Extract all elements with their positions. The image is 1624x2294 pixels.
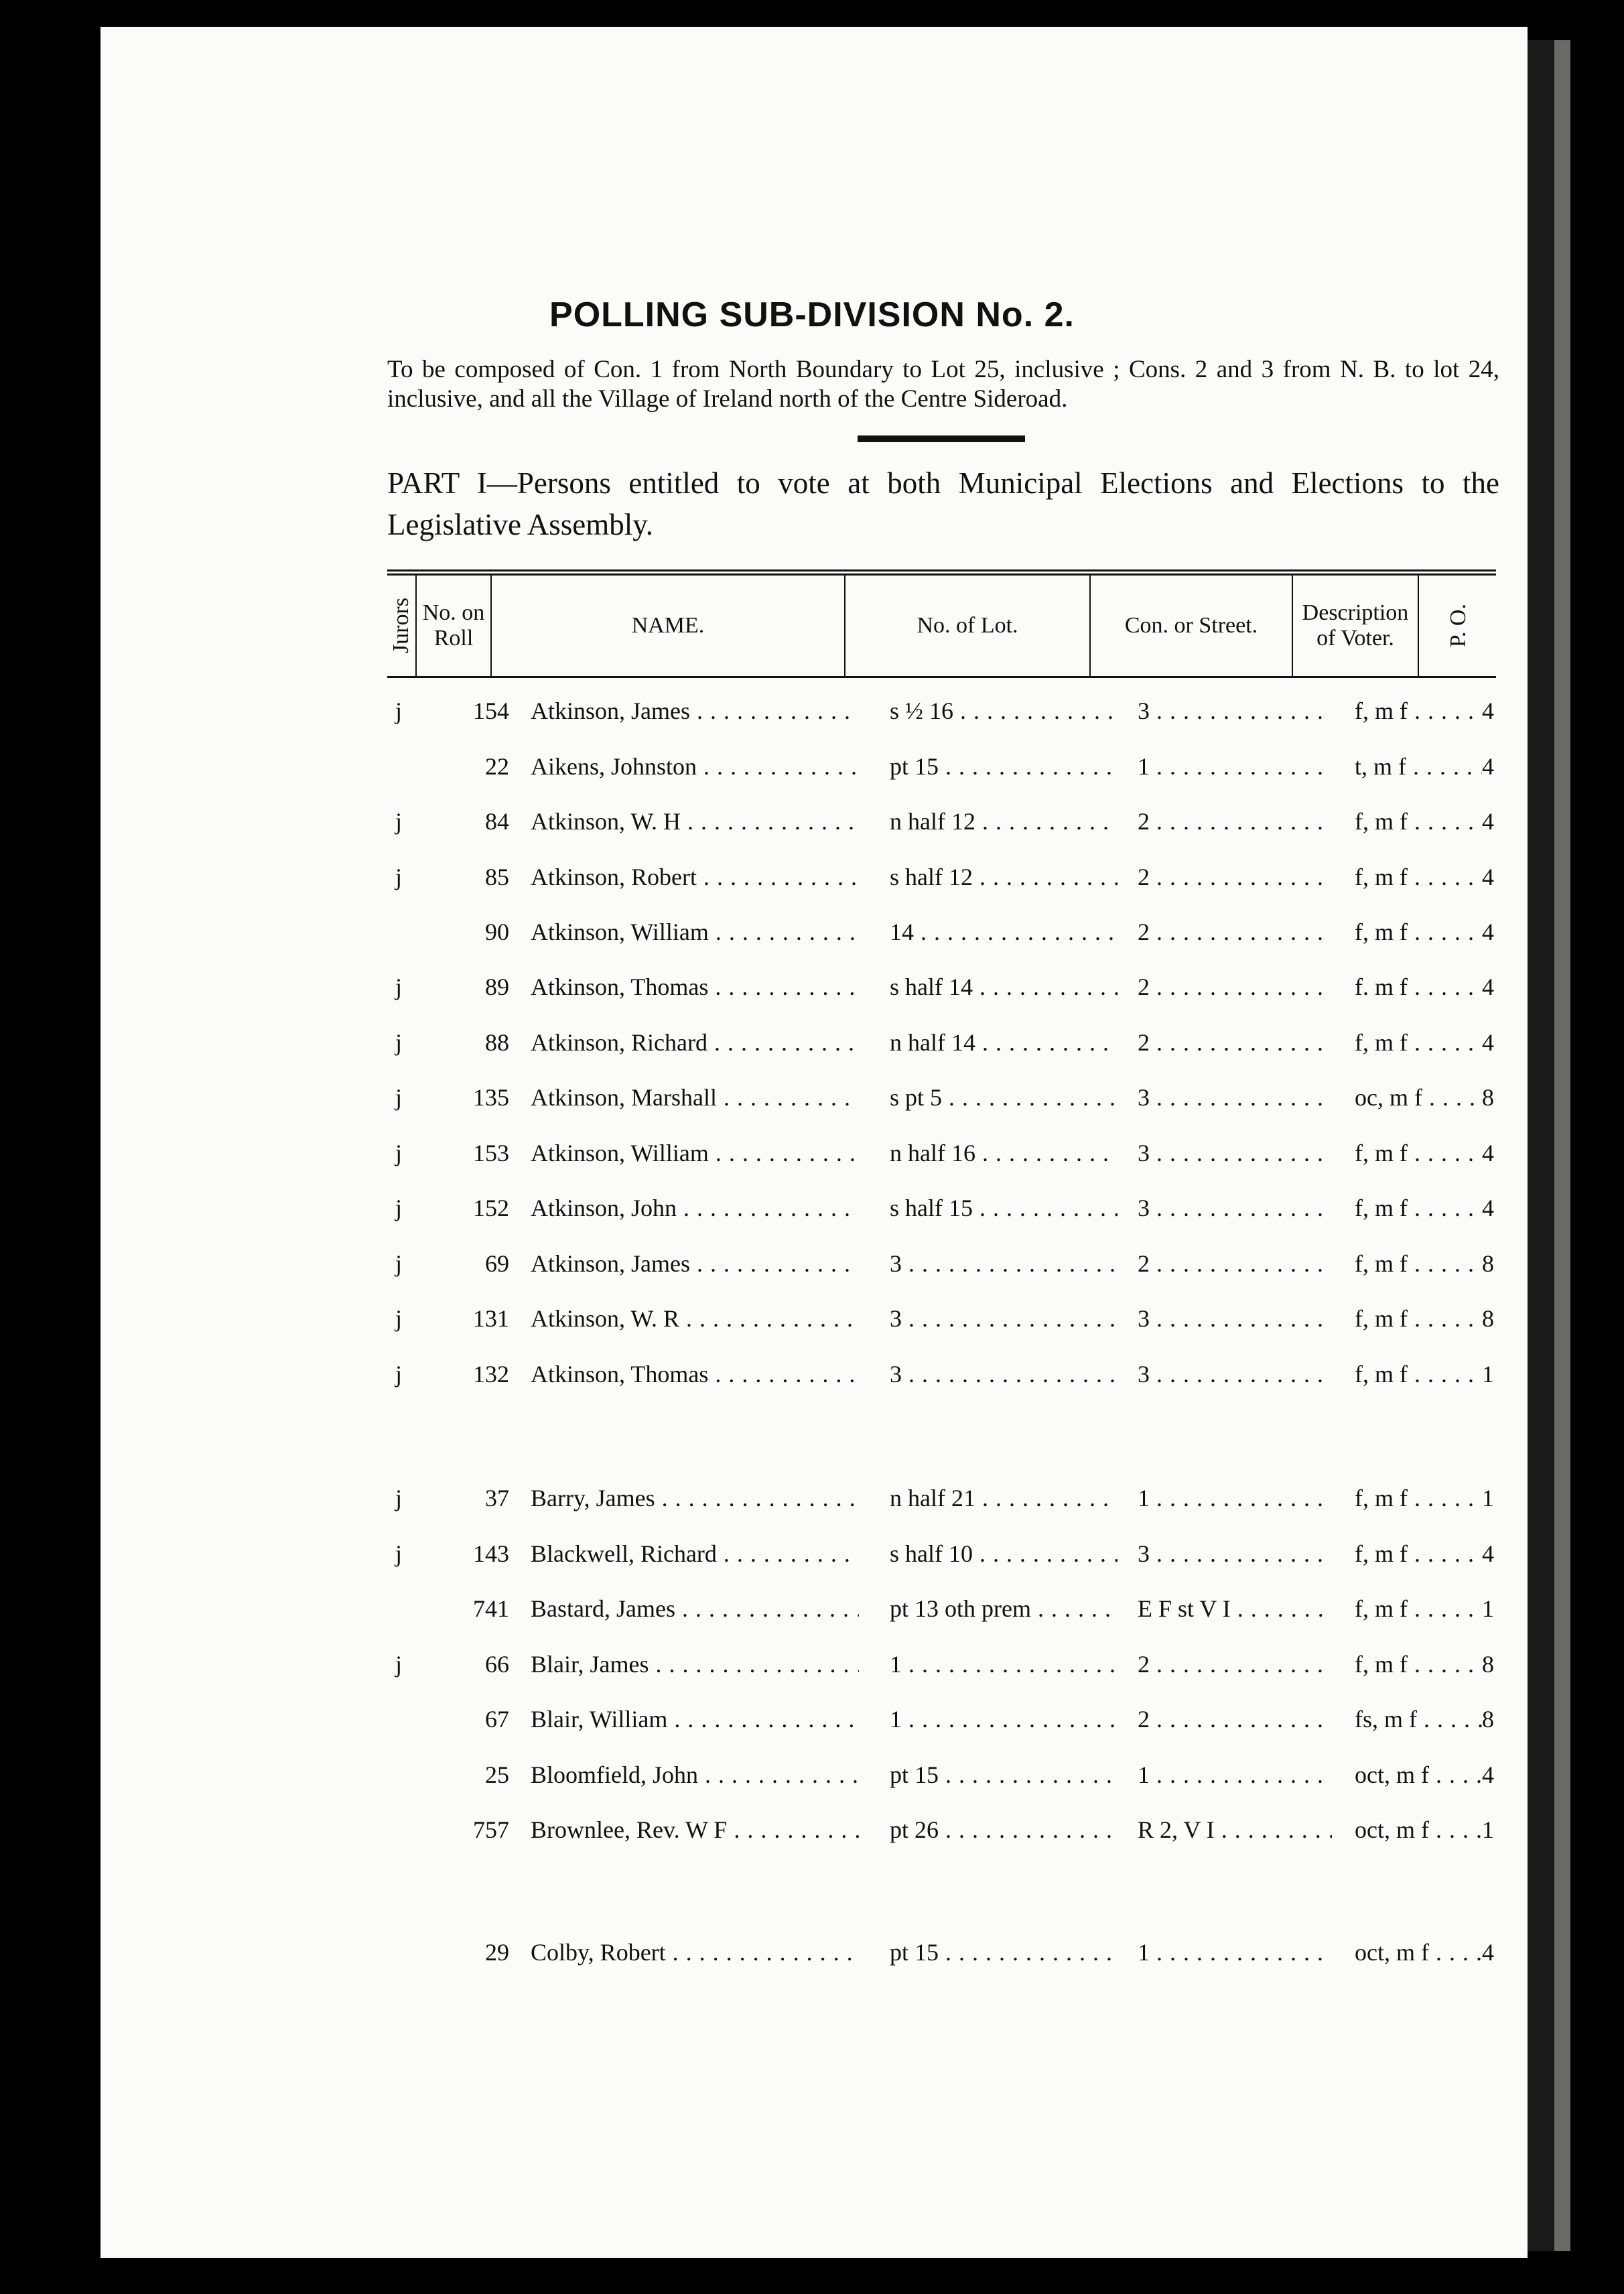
table-row	[0, 1816, 1624, 1856]
post-office: 4	[1482, 1140, 1494, 1166]
juror-mark: j	[395, 697, 403, 724]
voter-name: Atkinson, William . . .	[531, 1139, 859, 1167]
table-row	[0, 973, 1624, 1013]
voter-name: Blackwell, Richard . . .	[531, 1540, 859, 1568]
table-row	[0, 807, 1624, 848]
juror-mark: j	[395, 973, 403, 1000]
concession: 1 . . .	[1138, 1761, 1332, 1789]
voter-description: f. m f . . .	[1355, 973, 1482, 1001]
lot-number: n half 21 . . .	[890, 1484, 1118, 1512]
concession: 2 . . .	[1138, 863, 1332, 891]
voter-description: t, m f . . .	[1355, 752, 1482, 781]
table-row	[0, 1194, 1624, 1234]
post-office: 4	[1482, 753, 1494, 780]
lot-number: s half 10 . . .	[890, 1540, 1118, 1568]
table-row	[0, 1484, 1624, 1524]
voter-name: Atkinson, Marshall . . .	[531, 1083, 859, 1111]
concession: 3 . . .	[1138, 1139, 1332, 1167]
post-office: 8	[1482, 1250, 1494, 1277]
lot-number: pt 15 . . .	[890, 752, 1118, 781]
header-po-label: P. O.	[1445, 604, 1471, 648]
concession: 2 . . .	[1138, 973, 1332, 1001]
lot-number: 14 . . .	[890, 918, 1118, 946]
voter-description: oct, m f . . .	[1355, 1816, 1482, 1844]
post-office: 4	[1482, 1029, 1494, 1056]
roll-number: 135	[473, 1084, 509, 1111]
lot-number: s half 14 . . .	[890, 973, 1118, 1001]
voter-description: f, m f . . .	[1355, 1194, 1482, 1222]
voter-description: f, m f . . .	[1355, 1360, 1482, 1388]
voter-name: Brownlee, Rev. W F . . .	[531, 1816, 859, 1844]
concession: 3 . . .	[1138, 1540, 1332, 1568]
concession: 3 . . .	[1138, 1304, 1332, 1333]
post-office: 4	[1482, 919, 1494, 945]
page-title: POLLING SUB-DIVISION No. 2.	[549, 295, 1075, 334]
juror-mark: j	[395, 1540, 403, 1567]
roll-number: 757	[473, 1816, 509, 1843]
voter-description: f, m f . . .	[1355, 1540, 1482, 1568]
voter-name: Atkinson, William . . .	[531, 918, 859, 946]
roll-number: 29	[485, 1939, 509, 1966]
composition-text: To be composed of Con. 1 from North Boundary to Lot 25, inclusive ; Cons. 2 and 3 from N. B. to lot 24, inclusive, and all the Village of Ireland north of the Centre Sideroad.	[387, 356, 1499, 413]
concession: 2 . . .	[1138, 1028, 1332, 1057]
post-office: 4	[1482, 1761, 1494, 1788]
voter-description: f, m f . . .	[1355, 863, 1482, 891]
header-con: Con. or Street.	[1089, 576, 1292, 676]
lot-number: s pt 5 . . .	[890, 1083, 1118, 1111]
roll-number: 84	[485, 808, 509, 835]
concession: R 2, V I . . .	[1138, 1816, 1332, 1844]
voter-name: Aikens, Johnston . . .	[531, 752, 859, 781]
lot-number: s half 15 . . .	[890, 1194, 1118, 1222]
lot-number: s half 12 . . .	[890, 863, 1118, 891]
lot-number: n half 16 . . .	[890, 1139, 1118, 1167]
roll-number: 88	[485, 1029, 509, 1056]
voter-name: Blair, William . . .	[531, 1705, 859, 1733]
table-row	[0, 752, 1624, 793]
voter-description: f, m f . . .	[1355, 918, 1482, 946]
table-row	[0, 1540, 1624, 1580]
voter-description: f, m f . . .	[1355, 1250, 1482, 1278]
table-row	[0, 697, 1624, 737]
post-office: 4	[1482, 973, 1494, 1000]
lot-number: pt 13 oth prem . . .	[890, 1595, 1118, 1623]
header-lot: No. of Lot.	[844, 576, 1089, 676]
voter-description: f, m f . . .	[1355, 1028, 1482, 1057]
concession: E F st V I . . .	[1138, 1595, 1332, 1623]
lot-number: pt 26 . . .	[890, 1816, 1118, 1844]
table-row	[0, 1705, 1624, 1745]
voter-name: Bloomfield, John . . .	[531, 1761, 859, 1789]
concession: 3 . . .	[1138, 1083, 1332, 1111]
juror-mark: j	[395, 864, 403, 890]
post-office: 8	[1482, 1706, 1494, 1733]
concession: 3 . . .	[1138, 1360, 1332, 1388]
voter-description: f, m f . . .	[1355, 807, 1482, 835]
roll-number: 22	[485, 753, 509, 780]
voter-name: Atkinson, Robert . . .	[531, 863, 859, 891]
post-office: 1	[1482, 1595, 1494, 1622]
roll-number: 143	[473, 1540, 509, 1567]
part-heading: PART I—Persons entitled to vote at both Municipal Elections and Elections to the Legislative Assembly.	[387, 466, 1499, 541]
juror-mark: j	[395, 1305, 403, 1332]
post-office: 4	[1482, 1195, 1494, 1221]
post-office: 4	[1482, 697, 1494, 724]
post-office: 8	[1482, 1651, 1494, 1678]
roll-number: 66	[485, 1651, 509, 1678]
table-row	[0, 918, 1624, 958]
table-row	[0, 1650, 1624, 1690]
post-office: 4	[1482, 864, 1494, 890]
roll-number: 90	[485, 919, 509, 945]
roll-number: 132	[473, 1361, 509, 1388]
concession: 1 . . .	[1138, 1938, 1332, 1966]
post-office: 1	[1482, 1816, 1494, 1843]
table-row	[0, 1083, 1624, 1124]
lot-number: 3 . . .	[890, 1304, 1118, 1333]
roll-number: 89	[485, 973, 509, 1000]
roll-number: 85	[485, 864, 509, 890]
roll-number: 741	[473, 1595, 509, 1622]
lot-number: pt 15 . . .	[890, 1938, 1118, 1966]
voter-description: f, m f . . .	[1355, 1484, 1482, 1512]
juror-mark: j	[395, 1029, 403, 1056]
roll-number: 25	[485, 1761, 509, 1788]
table-row	[0, 1938, 1624, 1978]
voter-description: f, m f . . .	[1355, 1650, 1482, 1678]
table-row	[0, 1595, 1624, 1635]
lot-number: s ½ 16 . . .	[890, 697, 1118, 725]
post-office: 1	[1482, 1485, 1494, 1511]
juror-mark: j	[395, 1250, 403, 1277]
table-row	[0, 1304, 1624, 1345]
concession: 3 . . .	[1138, 697, 1332, 725]
roll-number: 153	[473, 1140, 509, 1166]
roll-number: 67	[485, 1706, 509, 1733]
voter-name: Atkinson, James . . .	[531, 697, 859, 725]
concession: 1 . . .	[1138, 752, 1332, 781]
voter-name: Atkinson, W. H . . .	[531, 807, 859, 835]
juror-mark: j	[395, 1485, 403, 1511]
table-row	[0, 1139, 1624, 1179]
voter-name: Atkinson, W. R . . .	[531, 1304, 859, 1333]
table-header	[387, 569, 1496, 678]
concession: 2 . . .	[1138, 1250, 1332, 1278]
roll-number: 154	[473, 697, 509, 724]
voter-description: f, m f . . .	[1355, 697, 1482, 725]
voter-name: Atkinson, Thomas . . .	[531, 973, 859, 1001]
post-office: 4	[1482, 808, 1494, 835]
voter-description: f, m f . . .	[1355, 1139, 1482, 1167]
concession: 2 . . .	[1138, 918, 1332, 946]
voter-name: Colby, Robert . . .	[531, 1938, 859, 1966]
juror-mark: j	[395, 1140, 403, 1166]
header-jurors-label: Jurors	[389, 598, 413, 654]
header-name: NAME.	[490, 576, 844, 676]
voter-name: Bastard, James . . .	[531, 1595, 859, 1623]
concession: 1 . . .	[1138, 1484, 1332, 1512]
juror-mark: j	[395, 1651, 403, 1678]
post-office: 8	[1482, 1305, 1494, 1332]
post-office: 1	[1482, 1361, 1494, 1388]
concession: 2 . . .	[1138, 1650, 1332, 1678]
roll-number: 69	[485, 1250, 509, 1277]
voter-name: Atkinson, James . . .	[531, 1250, 859, 1278]
voter-name: Atkinson, Richard . . .	[531, 1028, 859, 1057]
lot-number: pt 15 . . .	[890, 1761, 1118, 1789]
juror-mark: j	[395, 1195, 403, 1221]
voter-description: f, m f . . .	[1355, 1595, 1482, 1623]
post-office: 4	[1482, 1540, 1494, 1567]
voter-name: Blair, James . . .	[531, 1650, 859, 1678]
lot-number: 3 . . .	[890, 1360, 1118, 1388]
voter-name: Barry, James . . .	[531, 1484, 859, 1512]
roll-number: 37	[485, 1485, 509, 1511]
lot-number: n half 14 . . .	[890, 1028, 1118, 1057]
lot-number: 1 . . .	[890, 1705, 1118, 1733]
voter-name: Atkinson, John . . .	[531, 1194, 859, 1222]
lot-number: 1 . . .	[890, 1650, 1118, 1678]
post-office: 8	[1482, 1084, 1494, 1111]
juror-mark: j	[395, 808, 403, 835]
lot-number: 3 . . .	[890, 1250, 1118, 1278]
voter-name: Atkinson, Thomas . . .	[531, 1360, 859, 1388]
table-row	[0, 1028, 1624, 1069]
juror-mark: j	[395, 1361, 403, 1388]
voter-description: f, m f . . .	[1355, 1304, 1482, 1333]
header-no-on-roll: No. on Roll	[415, 576, 490, 676]
lot-number: n half 12 . . .	[890, 807, 1118, 835]
juror-mark: j	[395, 1084, 403, 1111]
table-row	[0, 1360, 1624, 1400]
header-jurors	[387, 576, 415, 676]
table-row	[0, 863, 1624, 903]
header-po	[1418, 576, 1497, 676]
roll-number: 152	[473, 1195, 509, 1221]
table-row	[0, 1761, 1624, 1801]
header-description: Description of Voter.	[1292, 576, 1418, 676]
voter-description: oct, m f . . .	[1355, 1761, 1482, 1789]
table-row	[0, 1250, 1624, 1290]
voter-description: fs, m f . . .	[1355, 1705, 1482, 1733]
concession: 2 . . .	[1138, 1705, 1332, 1733]
voter-description: oct, m f . . .	[1355, 1938, 1482, 1966]
post-office: 4	[1482, 1939, 1494, 1966]
voter-description: oc, m f . . .	[1355, 1083, 1482, 1111]
concession: 3 . . .	[1138, 1194, 1332, 1222]
title-rule	[858, 435, 1025, 442]
concession: 2 . . .	[1138, 807, 1332, 835]
roll-number: 131	[473, 1305, 509, 1332]
